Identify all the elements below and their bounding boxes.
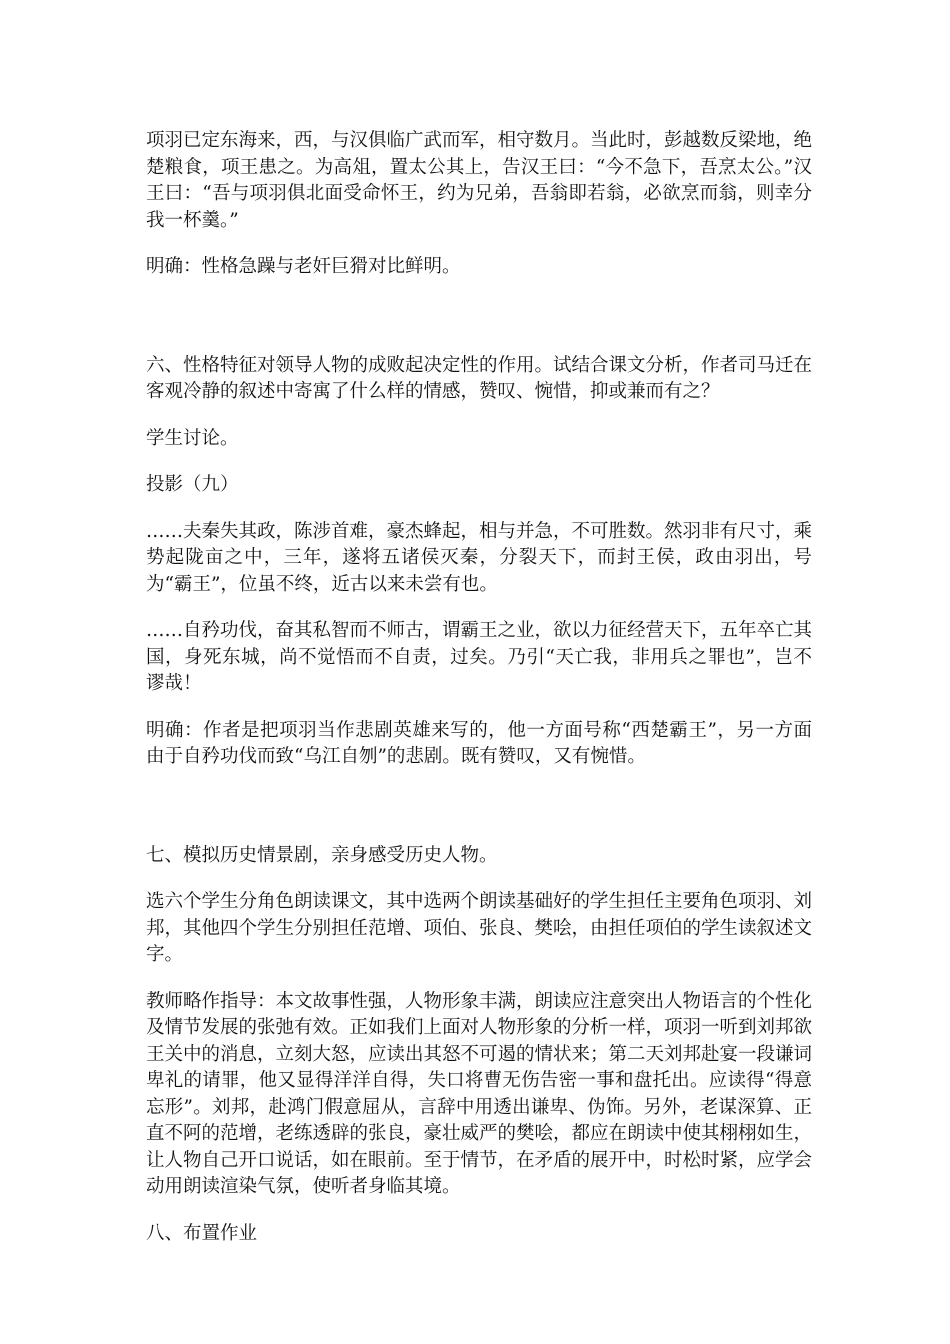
paragraph-role-reading: 选六个学生分角色朗读课文，其中选两个朗读基础好的学生担任主要角色项羽、刘邦，其他四个学生分别担任范增、项伯、张良、樊哙，由担任项伯的学生读叙述文字。: [146, 891, 813, 965]
paragraph-conclusion-tragic-hero: 明确：作者是把项羽当作悲剧英雄来写的，他一方面号称“西楚霸王”，另一方面由于自矜功伐而致“乌江自刎”的悲剧。既有赞叹，又有惋惜。: [146, 719, 812, 767]
section-heading-8: 八、布置作业: [146, 1222, 258, 1244]
document-body: [146, 128, 812, 1267]
paragraph-teacher-guidance: 教师略作指导：本文故事性强，人物形象丰满，朗读应注意突出人物语言的个性化及情节发展的张弛有效。正如我们上面对人物形象的分析一样，项羽一听到刘邦欲王关中的消息，立刻大怒，应读出其怒不可遏的情状来；第二天刘邦赴宴一段谦词卑礼的请罪，他又显得洋洋自得，失口将曹无伤告密一事和盘托出。应读得“得意忘形”。刘邦，赴鸿门假意屈从，言辞中用透出谦卑、伪饰。另外，老谋深算、正直不阿的范增，老练透辟的张良，豪壮威严的樊哙，都应在朗读中使其栩栩如生，让人物自己开口说话，如在眼前。至于情节，在矛盾的展开中，时松时紧，应学会动用朗读渲染气氛，使听者身临其境。: [146, 990, 813, 1197]
paragraph-projection-9: 投影（九）: [146, 474, 239, 495]
section-heading-7: 七、模拟历史情景剧，亲身感受历史人物。: [146, 844, 498, 866]
paragraph-conclusion-temperament: 明确：性格急躁与老奸巨猾对比鲜明。: [146, 256, 461, 277]
section-spacer: [146, 301, 812, 353]
paragraph-student-discussion: 学生讨论。: [146, 427, 239, 449]
paragraph-quote-self-praise: ……自矜功伐，奋其私智而不师古，谓霸王之业，欲以力征经营天下，五年卒亡其国，身死东城，尚不觉悟而不自责，过矣。乃引“天亡我，非用兵之罪也”，岂不谬哉！: [146, 620, 813, 694]
section-spacer: [146, 791, 812, 843]
paragraph-quote-taigong: 项羽已定东海来，西，与汉俱临广武而军，相守数月。当此时，彭越数反梁地，绝楚粮食，项王患之。为高俎，置太公其上，告汉王曰：“今不急下，吾烹太公。”汉王曰：“吾与项羽俱北面受命怀王，约为兄弟，吾翁即若翁，必欲烹而翁，则幸分我一杯羹。”: [146, 130, 813, 231]
section-heading-6: 六、性格特征对领导人物的成败起决定性的作用。试结合课文分析，作者司马迁在客观冷静的叙述中寄寓了什么样的情感，赞叹、惋惜，抑或兼而有之？: [146, 354, 813, 402]
paragraph-quote-qin: ……夫秦失其政，陈涉首难，豪杰蜂起，相与并急，不可胜数。然羽非有尺寸，乘势起陇亩之中，三年，遂将五诸侯灭秦，分裂天下，而封王侯，政由羽出，号为“霸王”，位虽不终，近古以来未尝有也。: [146, 520, 813, 595]
